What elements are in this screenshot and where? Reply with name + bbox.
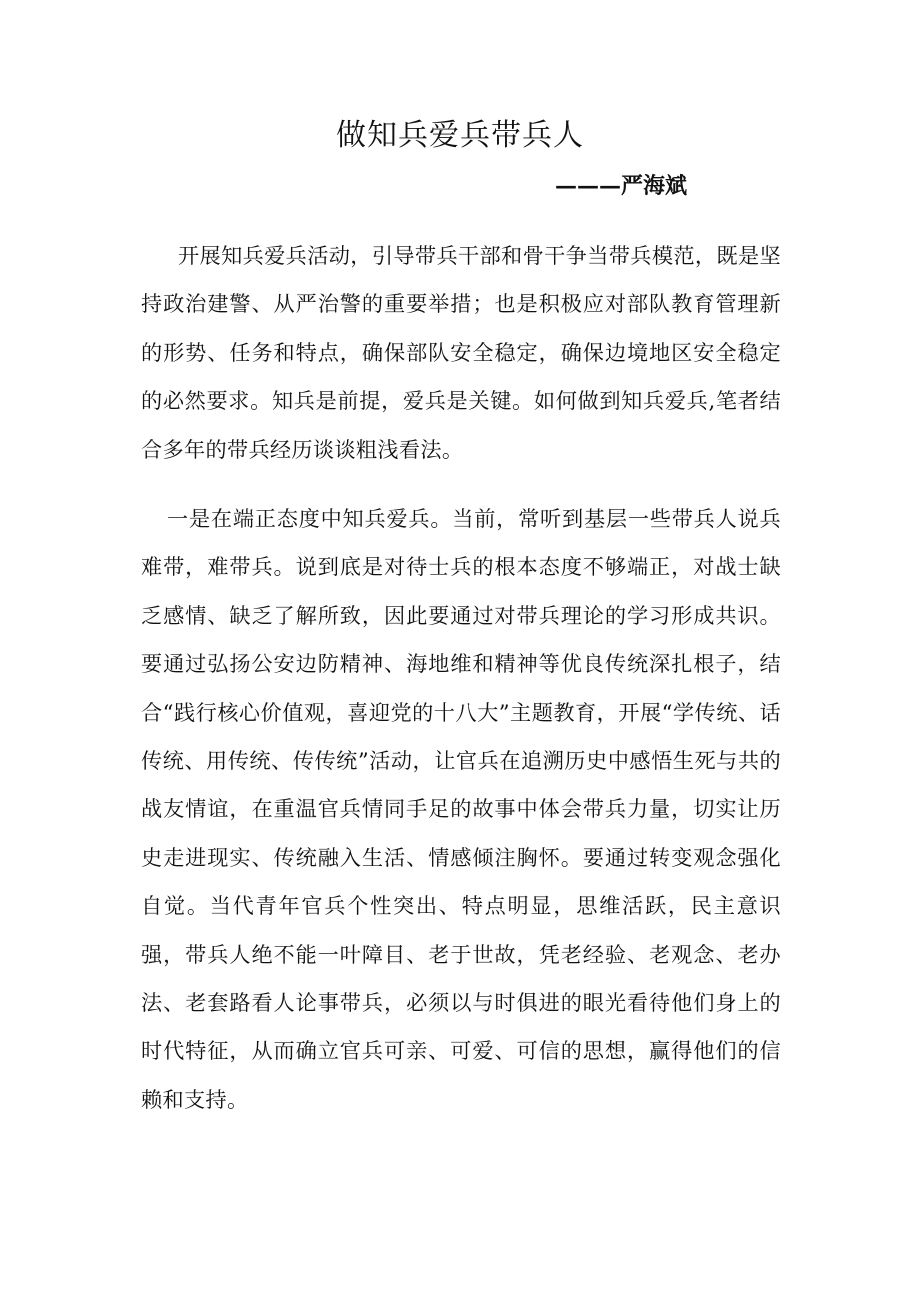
paragraph-intro: 开展知兵爱兵活动，引导带兵干部和骨干争当带兵模范，既是坚持政治建警、从严治警的重要举措；也是积极应对部队教育管理新的形势、任务和特点，确保部队安全稳定，确保边境地区安全稳定的必然要求。知兵是前提，爱兵是关键。如何做到知兵爱兵,笔者结合多年的带兵经历谈谈粗浅看法。 [141, 243, 781, 462]
author-line: ———严海斌 [555, 173, 688, 199]
document-title: 做知兵爱兵带兵人 [336, 118, 584, 153]
paragraph-attitude: 一是在端正态度中知兵爱兵。当前，常听到基层一些带兵人说兵难带，难带兵。说到底是对待士兵的根本态度不够端正，对战士缺乏感情、缺乏了解所致，因此要通过对带兵理论的学习形成共识。要通过弘扬公安边防精神、海地维和精神等优良传统深扎根子，结合“践行核心价值观，喜迎党的十八大”主题教育，开展“学传统、话传统、用传统、传传统”活动，让官兵在追溯历史中感悟生死与共的战友情谊，在重温官兵情同手足的故事中体会带兵力量，切实让历史走进现实、传统融入生活、情感倾注胸怀。要通过转变观念强化自觉。当代青年官兵个性突出、特点明显，思维活跃，民主意识强，带兵人绝不能一叶障目、老于世故，凭老经验、老观念、老办法、老套路看人论事带兵，必须以与时俱进的眼光看待他们身上的时代特征，从而确立官兵可亲、可爱、可信的思想，赢得他们的信赖和支持。 [141, 506, 781, 1112]
